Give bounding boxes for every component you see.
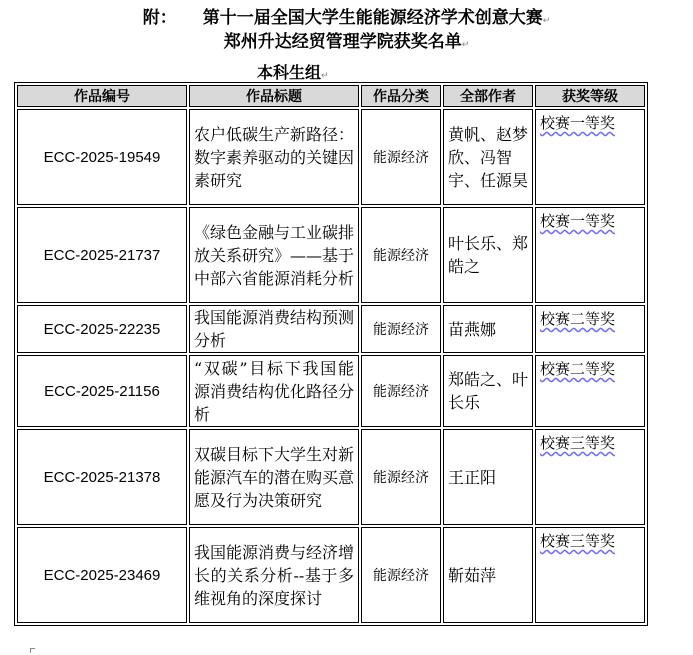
attachment-prefix: 附： bbox=[142, 8, 177, 28]
entry-category: 能源经济 bbox=[361, 527, 441, 623]
document-title-line2 bbox=[0, 27, 693, 52]
document-title-line1 bbox=[0, 3, 693, 28]
table-row bbox=[17, 527, 645, 623]
entry-title: 我国能源消费与经济增长的关系分析--基于多维视角的深度探讨 bbox=[189, 527, 359, 623]
competition-title: 第十一届全国大学生能能源经济学术创意大赛 bbox=[202, 8, 543, 28]
paragraph-mark: ↵ bbox=[321, 71, 329, 81]
award-level: 校赛二等奖 bbox=[540, 310, 616, 328]
group-label: 本科生组 bbox=[257, 63, 322, 82]
entry-authors: 苗燕娜 bbox=[443, 305, 533, 353]
entry-award bbox=[535, 527, 645, 623]
table-row bbox=[17, 305, 645, 353]
table-row bbox=[17, 355, 645, 427]
entry-authors: 王正阳 bbox=[443, 429, 533, 525]
award-level: 校赛一等奖 bbox=[540, 114, 616, 132]
award-level: 校赛二等奖 bbox=[540, 360, 616, 378]
column-header-authors: 全部作者 bbox=[443, 85, 533, 107]
entry-authors: 郑皓之、叶长乐 bbox=[443, 355, 533, 427]
entry-award bbox=[535, 305, 645, 353]
award-level: 校赛三等奖 bbox=[540, 532, 616, 550]
entry-award bbox=[535, 207, 645, 303]
entry-authors: 靳茹萍 bbox=[443, 527, 533, 623]
entry-title: 《绿色金融与工业碳排放关系研究》——基于中部六省能源消耗分析 bbox=[189, 207, 359, 303]
column-header-award: 获奖等级 bbox=[535, 85, 645, 107]
entry-id: ECC-2025-23469 bbox=[17, 527, 187, 623]
table-row bbox=[17, 429, 645, 525]
column-header-id: 作品编号 bbox=[17, 85, 187, 107]
award-list-title: 郑州升达经贸管理学院获奖名单 bbox=[223, 32, 462, 52]
entry-category: 能源经济 bbox=[361, 305, 441, 353]
column-header-category: 作品分类 bbox=[361, 85, 441, 107]
entry-category: 能源经济 bbox=[361, 207, 441, 303]
entry-title: 农户低碳生产新路径：数字素养驱动的关键因素研究 bbox=[189, 109, 359, 205]
entry-authors: 叶长乐、郑皓之 bbox=[443, 207, 533, 303]
paragraph-corner-marker bbox=[30, 648, 35, 653]
entry-category: 能源经济 bbox=[361, 429, 441, 525]
column-header-title: 作品标题 bbox=[189, 85, 359, 107]
paragraph-mark: ↵ bbox=[542, 16, 551, 26]
entry-id: ECC-2025-22235 bbox=[17, 305, 187, 353]
entry-award bbox=[535, 355, 645, 427]
entry-award bbox=[535, 109, 645, 205]
entry-award bbox=[535, 429, 645, 525]
award-level: 校赛三等奖 bbox=[540, 434, 616, 452]
awards-table bbox=[14, 82, 648, 626]
entry-id: ECC-2025-19549 bbox=[17, 109, 187, 205]
paragraph-mark: ↵ bbox=[461, 40, 470, 50]
table-row bbox=[17, 207, 645, 303]
entry-id: ECC-2025-21378 bbox=[17, 429, 187, 525]
entry-title: 我国能源消费结构预测分析 bbox=[189, 305, 359, 353]
group-heading bbox=[257, 60, 329, 83]
entry-category: 能源经济 bbox=[361, 109, 441, 205]
entry-category: 能源经济 bbox=[361, 355, 441, 427]
table-header-row bbox=[17, 85, 645, 107]
award-level: 校赛一等奖 bbox=[540, 212, 616, 230]
entry-authors: 黄帆、赵梦欣、冯智宇、任源昊 bbox=[443, 109, 533, 205]
entry-title: 双碳目标下大学生对新能源汽车的潜在购买意愿及行为决策研究 bbox=[189, 429, 359, 525]
entry-id: ECC-2025-21156 bbox=[17, 355, 187, 427]
entry-id: ECC-2025-21737 bbox=[17, 207, 187, 303]
entry-title: “双碳”目标下我国能源消费结构优化路径分析 bbox=[189, 355, 359, 427]
table-row bbox=[17, 109, 645, 205]
